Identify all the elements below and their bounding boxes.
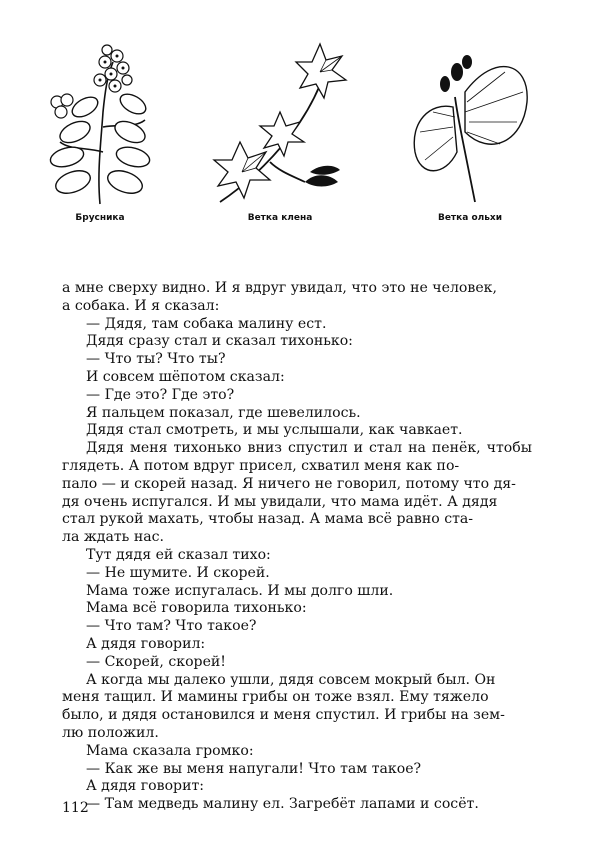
figure-lingonberry bbox=[40, 32, 160, 223]
text-line: А дядя говорит: bbox=[86, 778, 205, 795]
text-line: дя очень испугался. И мы увидали, что мама идёт. А дядя bbox=[62, 493, 498, 510]
text-line: а мне сверху видно. И я вдруг увидал, что это не человек, bbox=[62, 280, 497, 296]
text-line: было, и дядя остановился и меня спустил. И грибы на зем- bbox=[62, 707, 505, 724]
story-text bbox=[62, 280, 532, 814]
maple-branch-illustration-icon bbox=[210, 32, 350, 207]
text-line: пало — и скорей назад. Я ничего не говорил, потому что дя- bbox=[62, 475, 516, 492]
text-line: А дядя говорил: bbox=[86, 635, 206, 652]
alder-branch-illustration-icon bbox=[405, 32, 535, 207]
text-line: — Там медведь малину ел. Загребёт лапами и сосёт. bbox=[86, 796, 479, 813]
text-line: Дядя стал смотреть, и мы услышали, как чавкает. bbox=[86, 422, 463, 439]
text-line: — Что там? Что такое? bbox=[86, 618, 257, 635]
figure-maple-branch bbox=[205, 32, 355, 223]
text-line: — Не шумите. И скорей. bbox=[86, 564, 270, 581]
text-line: — Как же вы меня напугали! Что там такое? bbox=[86, 760, 422, 777]
text-line: А когда мы далеко ушли, дядя совсем мокрый был. Он bbox=[86, 671, 496, 688]
text-line: стал рукой махать, чтобы назад. А мама всё равно ста- bbox=[62, 511, 474, 528]
text-line: — Скорей, скорей! bbox=[86, 653, 226, 670]
figure-alder-branch bbox=[400, 32, 540, 223]
text-line: Тут дядя ей сказал тихо: bbox=[86, 546, 271, 563]
text-line: — Дядя, там собака малину ест. bbox=[86, 315, 327, 332]
text-line: ла ждать нас. bbox=[62, 529, 165, 546]
text-line: Мама сказала громко: bbox=[86, 742, 254, 759]
lingonberry-illustration-icon bbox=[45, 32, 155, 207]
text-line: — Что ты? Что ты? bbox=[86, 351, 226, 368]
page-number: 112 bbox=[62, 800, 89, 816]
text-line: Дядя меня тихонько вниз спустил и стал на пенёк, чтобы глядеть. А потом вдруг присел, схватил меня как по- bbox=[62, 440, 532, 474]
figure-caption-alder: Ветка ольхи bbox=[437, 213, 503, 223]
text-line: И совсем шёпотом сказал: bbox=[86, 368, 285, 385]
text-line: Я пальцем показал, где шевелилось. bbox=[86, 404, 361, 421]
text-line: — Где это? Где это? bbox=[86, 386, 235, 403]
figure-caption-lingonberry: Брусника bbox=[75, 213, 125, 223]
text-line: меня тащил. И мамины грибы он тоже взял. Ему тяжело bbox=[62, 689, 489, 706]
text-line: Дядя сразу стал и сказал тихонько: bbox=[86, 333, 353, 350]
text-line: лю положил. bbox=[62, 724, 159, 741]
text-line: Мама всё говорила тихонько: bbox=[86, 600, 307, 617]
text-line: а собака. И я сказал: bbox=[62, 297, 220, 314]
figure-caption-maple: Ветка клена bbox=[247, 213, 313, 223]
text-line: Мама тоже испугалась. И мы долго шли. bbox=[86, 582, 394, 599]
